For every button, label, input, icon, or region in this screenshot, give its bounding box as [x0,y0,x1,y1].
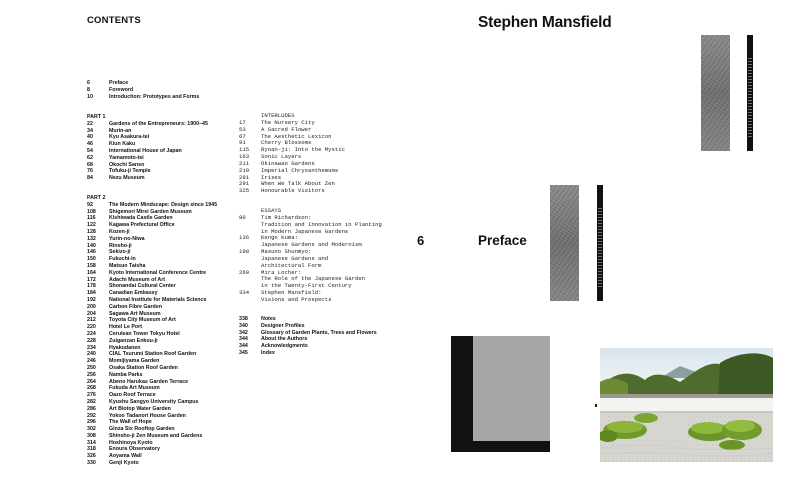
toc-entry-title: Kyushu Sangyo University Campus [109,398,199,405]
toc-entry-title: Acknowledgments [261,343,308,350]
toc-row [87,460,217,467]
toc-entry-title: About the Authors [261,336,308,343]
toc-row [87,413,217,420]
essay-row [239,297,382,304]
toc-row [87,148,208,155]
toc-page-number: 302 [87,426,96,433]
toc-essays [239,208,382,304]
toc-page-number: 296 [87,419,96,426]
toc-page-number: 330 [87,460,96,467]
toc-page-number: 200 [87,303,96,310]
vertical-caption-strip-2 [597,185,603,301]
toc-page-number: 204 [87,310,96,317]
toc-row [87,372,217,379]
toc-part-1 [87,114,208,182]
essay-line: The Role of the Japanese Garden [261,275,366,283]
toc-row [239,316,377,323]
toc-page-number [239,276,261,283]
toc-entry-title: Yokoo Tadanori House Garden [109,412,186,419]
toc-row [87,419,217,426]
toc-row [87,256,217,263]
toc-row [87,338,217,345]
toc-entry-title: Cerulean Tower Tokyu Hotel [109,330,180,337]
toc-page-number: 184 [87,290,96,297]
toc-row [87,453,217,460]
essay-line: in Modern Japanese Gardens [261,227,349,235]
toc-page-number: 246 [87,358,96,365]
toc-entry-title: Adachi Museum of Art [109,276,166,283]
toc-entry-title: Toyota City Museum of Art [109,317,176,324]
toc-row [239,336,377,343]
toc-row [87,263,217,270]
toc-row [87,209,217,216]
essay-line: Mira Locher: [261,268,302,276]
toc-row [87,317,217,324]
toc-entry-title: The Nursery City [261,118,315,126]
toc-row [87,345,217,352]
toc-entry-title: Abeno Harukas Garden Terrace [109,378,189,385]
toc-entry-title: National Institute for Materials Science [109,296,207,303]
toc-entry-title: Hotel Le Port [109,324,142,331]
toc-entry-title: Carbon Fibre Garden [109,303,162,310]
toc-page-number: 22 [87,120,93,127]
toc-page-number [239,222,261,229]
toc-page-number: 198 [239,248,250,256]
toc-page-number: 108 [87,208,96,215]
toc-entry-title: Okochi Sanso [109,161,145,168]
toc-row [87,121,208,128]
toc-page-number: 128 [87,228,96,235]
essay-line: Tradition and Innovation in Planting [261,220,382,228]
toc-entry-title: Kiun Kaku [109,141,136,148]
toc-entry-title: Gardens of the Entrepreneurs: 1900–45 [109,120,208,127]
chapter-title: Preface [478,233,527,248]
toc-row [87,222,217,229]
toc-page-number: 91 [239,139,246,147]
toc-page-number: 46 [87,141,93,148]
toc-page-number: 211 [239,159,250,167]
toc-page-number: 67 [239,132,246,140]
toc-page-number: 192 [87,296,96,303]
toc-page-number: 158 [87,262,96,269]
toc-page-number: 292 [87,412,96,419]
toc-page-number: 150 [87,256,96,263]
toc-row [87,379,217,386]
essay-line: in the Twenty-First Century [261,282,352,290]
toc-entry-title: The Modern Mindscape: Design since 1945 [109,201,218,208]
toc-entry-title: Cherry Blossoms [261,139,312,147]
toc-page-number: 122 [87,222,96,229]
toc-row [87,87,199,94]
toc-entry-title: Sonic Layers [261,153,302,161]
toc-interludes [239,113,345,195]
toc-page-number: 146 [87,249,96,256]
toc-row [87,229,217,236]
toc-page-number: 62 [87,154,93,161]
toc-row [87,168,208,175]
toc-entry-title: Shonandai Cultural Center [109,283,176,290]
toc-entry-title: Notes [261,316,276,322]
toc-entry-title: The Wall of Hope [109,419,152,426]
toc-entry-title: Canadian Embassy [109,290,158,297]
toc-row [87,358,217,365]
toc-page-number: 172 [87,276,96,283]
toc-entry-title: Introduction: Prototypes and Forms [109,93,200,100]
toc-entry-title: Glossary of Garden Plants, Trees and Flowers [261,329,377,336]
toc-row [87,297,217,304]
toc-row [87,270,217,277]
toc-entry-title: Tofuku-ji Temple [109,168,151,175]
essay-line: Visions and Prospects [261,295,332,303]
toc-row [87,215,217,222]
toc-row [87,324,217,331]
toc-entry-title: Namba Parks [109,371,143,378]
black-block [451,336,473,452]
toc-row [87,304,217,311]
toc-page-number: 256 [87,371,96,378]
toc-page-number: 164 [87,269,96,276]
toc-row [239,323,377,330]
toc-row [87,440,217,447]
toc-entry-title: CIAL Tsurumi Station Roof Garden [109,351,197,358]
toc-entry-title: Okinawan Gardens [261,159,315,167]
toc-row [87,175,208,182]
toc-entry-title: Art Biotop Water Garden [109,405,171,412]
toc-entry-title: Yurin-no-Niwa [109,235,145,242]
toc-entry-title: When We Talk About Zen [261,180,335,188]
zen-garden-photo [600,348,773,462]
toc-page-number: 219 [239,166,250,174]
toc-row [87,290,217,297]
toc-page-number: 340 [239,322,248,329]
toc-row [87,426,217,433]
toc-entry-title: Kyu Asakura-tei [109,134,150,141]
toc-row [87,406,217,413]
toc-page-number: 10 [87,93,93,100]
toc-page-number: 136 [239,234,250,242]
toc-row [239,343,377,350]
toc-page-number [239,297,261,304]
toc-page-number: 325 [239,187,250,195]
toc-row [87,80,199,87]
toc-entry-title: Hyakudanen [109,344,141,351]
toc-entry-title: Ryoan-ji: Into the Mystic [261,146,345,154]
toc-entry-title: Sagawa Art Museum [109,310,161,317]
black-base-block [473,441,550,452]
toc-page-number: 234 [87,344,96,351]
essay-line: Masuno Shunmyo: [261,248,312,256]
toc-page-number: 212 [87,317,96,324]
toc-entry-title: Designer Profiles [261,322,305,329]
interludes-label: INTERLUDES [261,112,295,119]
toc-page-number: 314 [87,439,96,446]
toc-page-number: 115 [239,146,250,154]
toc-page-number: 286 [87,405,96,412]
part-1-label: PART 1 [87,114,106,120]
toc-page-number [239,256,261,263]
toc-page-number: 163 [239,153,250,161]
toc-page-number: 308 [87,432,96,439]
essay-line: Stephen Mansfield: [261,289,322,297]
stone-texture-image-2 [550,185,579,301]
toc-page-number: 228 [87,337,96,344]
toc-page-number: 326 [87,453,96,460]
toc-row [87,134,208,141]
toc-page-number: 220 [87,324,96,331]
toc-entry-title: The Aesthetic Lexicon [261,132,332,140]
toc-entry-title: Aoyama Wall [109,453,142,460]
essay-line: Kengo Kuma: [261,234,298,242]
toc-entry-title: Murin-an [109,127,132,134]
grey-block [473,336,550,441]
toc-entry-title: Preface [109,80,129,86]
author-name: Stephen Mansfield [478,14,612,31]
toc-entry-title: Kishiwada Castle Garden [109,215,173,222]
toc-page-number: 80 [239,213,246,221]
interlude-row [239,188,345,195]
toc-row [87,283,217,290]
toc-page-number: 17 [239,118,246,126]
toc-entry-title: Fukuda Art Museum [109,385,160,392]
toc-row [87,311,217,318]
page-marker [595,404,597,407]
toc-row [87,365,217,372]
toc-page-number: 76 [87,168,93,175]
toc-row [239,330,377,337]
toc-row [87,141,208,148]
toc-row [87,94,199,101]
toc-entry-title: Nezu Museum [109,175,145,182]
toc-row [87,249,217,256]
toc-page-number: 240 [87,351,96,358]
toc-row [87,399,217,406]
toc-page-number: 345 [239,349,248,356]
toc-entry-title: Foreword [109,86,134,93]
toc-page-number: 6 [87,80,90,86]
toc-entry-title: Ginza Six Rooftop Garden [109,426,175,433]
toc-page-number: 264 [87,378,96,385]
toc-entry-title: A Sacred Flower [261,125,312,133]
toc-row [87,202,217,209]
toc-page-number: 68 [87,161,93,168]
toc-entry-title: Honourable Visitors [261,187,325,195]
toc-page-number: 92 [87,201,93,208]
toc-page-number: 342 [239,329,248,336]
toc-row [87,162,208,169]
toc-entry-title: Imperial Chrysanthemums [261,166,339,174]
toc-page-number: 84 [87,175,93,182]
toc-entry-title: Sekizo-ji [109,249,131,256]
toc-entry-title: Genji Kyoto [109,460,139,467]
toc-entry-title: Osaka Station Roof Garden [109,364,178,371]
toc-page-number: 318 [87,446,96,453]
toc-entry-title: Rinsho-ji [109,242,132,249]
toc-entry-title: Fukuchi-in [109,256,136,263]
toc-entry-title: Zuiganzan Enkou-ji [109,337,158,344]
toc-row [239,350,377,357]
toc-entry-title: Hoshinoya Kyoto [109,439,153,446]
zen-garden-illustration [600,348,773,462]
toc-row [87,351,217,358]
toc-entry-title: Yamamoto-tei [109,154,144,161]
toc-entry-title: Momijiyama Garden [109,358,160,365]
toc-entry-title: Irises [261,173,282,181]
toc-row [87,446,217,453]
essay-line: Japanese Gardens and Modernism [261,241,362,249]
toc-row [87,155,208,162]
toc-row [87,385,217,392]
toc-row [87,243,217,250]
toc-entry-title: Kagawa Prefectural Office [109,222,175,229]
toc-page-number: 291 [239,180,250,188]
toc-page-number: 250 [87,364,96,371]
toc-page-number: 224 [87,330,96,337]
interlude-row [239,168,345,175]
toc-page-number: 334 [239,289,250,297]
toc-entry-title: Enoura Observatory [109,446,160,453]
toc-page-number: 344 [239,336,248,343]
toc-entry-title: International House of Japan [109,147,182,154]
toc-page-number: 268 [87,385,96,392]
toc-page-number: 140 [87,242,96,249]
toc-entry-title: Kyoto International Conference Centre [109,269,207,276]
toc-page-number: 53 [239,125,246,133]
toc-entry-title: Index [261,349,275,356]
toc-entry-title: Oazo Roof Terrace [109,392,156,399]
toc-row [87,392,217,399]
toc-page-number: 40 [87,134,93,141]
toc-page-number: 276 [87,392,96,399]
toc-page-number: 282 [87,398,96,405]
essay-line: Tim Richardson: [261,213,312,221]
toc-row [87,277,217,284]
essay-line: Architectural Form [261,261,322,269]
toc-page-number: 178 [87,283,96,290]
contents-heading: CONTENTS [87,15,141,26]
toc-page-number: 281 [239,173,250,181]
part-2-label: PART 2 [87,195,106,201]
toc-entry-title: Shigemori Mirei Garden Museum [109,208,192,215]
toc-page-number: 260 [239,268,250,276]
toc-row [87,236,217,243]
toc-page-number: 54 [87,147,93,154]
stone-texture-image [701,35,730,151]
toc-page-number: 338 [239,316,248,322]
toc-entry-title: Matsuo Taisha [109,262,146,269]
toc-intro [87,80,199,100]
toc-entry-title: Shinsho-ji Zen Museum and Gardens [109,432,203,439]
toc-row [87,128,208,135]
vertical-caption-strip [747,35,753,151]
toc-backmatter [239,316,377,357]
essays-label: ESSAYS [261,207,282,214]
toc-row [87,433,217,440]
toc-page-number: 132 [87,235,96,242]
toc-page-number: 344 [239,343,248,350]
toc-row [87,331,217,338]
toc-page-number: 116 [87,215,96,222]
essay-line: Japanese Gardens and [261,254,329,262]
toc-page-number: 8 [87,86,90,93]
toc-part-2 [87,195,217,467]
toc-page-number: 34 [87,127,93,134]
chapter-number: 6 [417,233,425,248]
toc-entry-title: Kozen-ji [109,228,130,235]
